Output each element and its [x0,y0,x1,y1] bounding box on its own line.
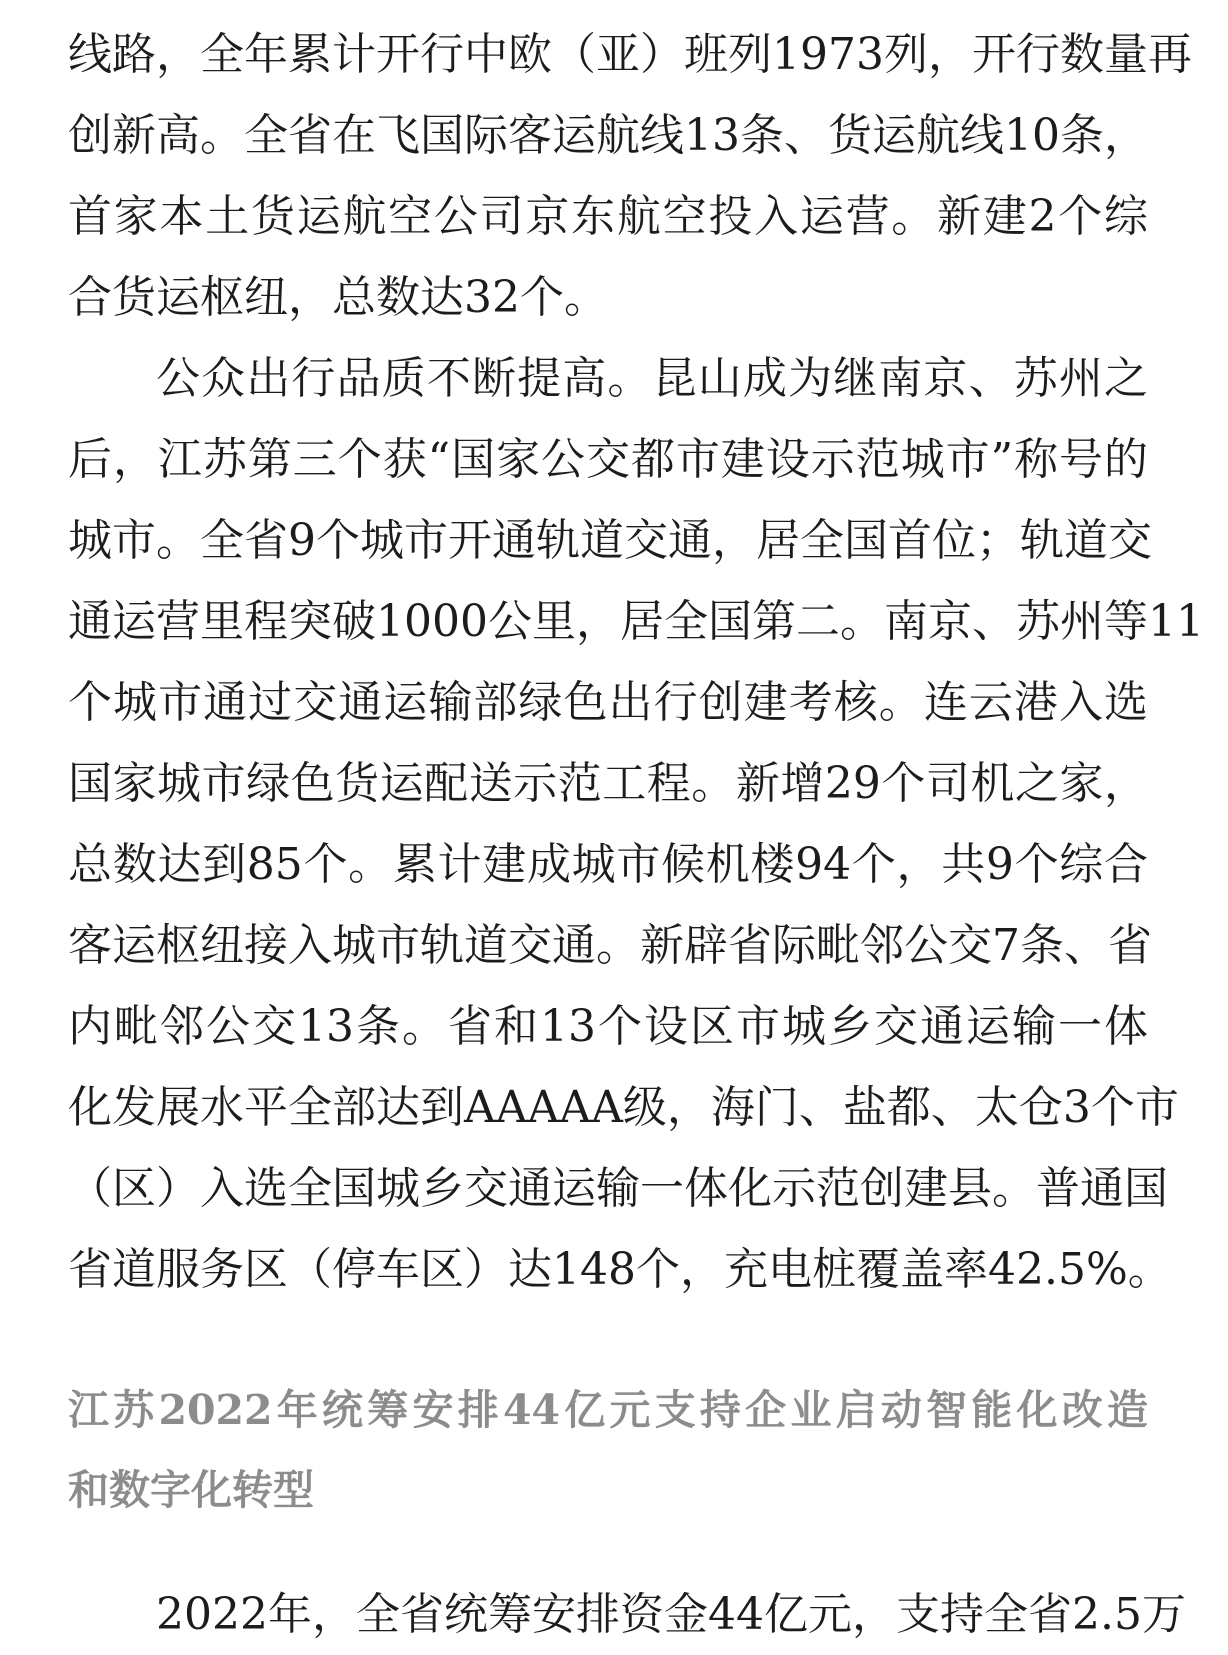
heading-line: 和数字化转型 [68,1466,314,1514]
text-line: （区）入选全国城乡交通运输一体化示范创建县。普通国 [68,1163,1168,1214]
text-line: 2022年，全省统筹安排资金44亿元，支持全省2.5万 [156,1589,1186,1640]
text-line: 总数达到85个。累计建成城市候机楼94个，共9个综合 [68,839,1148,890]
text-line: 线路，全年累计开行中欧（亚）班列1973列，开行数量再 [68,29,1192,80]
paragraph-public-travel [68,338,1204,1310]
text-line: 城市。全省9个城市开通轨道交通，居全国首位；轨道交 [68,515,1152,566]
heading-line: 江苏2022年统筹安排44亿元支持企业启动智能化改造 [68,1386,1148,1434]
text-line: 公众出行品质不断提高。昆山成为继南京、苏州之 [156,353,1148,404]
document-page [68,14,1204,1655]
paragraph-transport-hubs [68,14,1192,338]
text-line: 客运枢纽接入城市轨道交通。新辟省际毗邻公交7条、省 [68,920,1152,971]
text-line: 省道服务区（停车区）达148个，充电桩覆盖率42.5%。 [68,1244,1172,1295]
text-line: 内毗邻公交13条。省和13个设区市城乡交通运输一体 [68,1001,1148,1052]
text-line: 首家本土货运航空公司京东航空投入运营。新建2个综 [68,191,1148,242]
text-line: 国家城市绿色货运配送示范工程。新增29个司机之家， [68,758,1148,809]
text-line: 合货运枢纽，总数达32个。 [68,272,608,323]
text-line: 通运营里程突破1000公里，居全国第二。南京、苏州等11 [68,596,1204,647]
section-heading [68,1370,1148,1530]
text-line: 化发展水平全部达到AAAAA级，海门、盐都、太仓3个市 [68,1082,1179,1133]
text-line: 个城市通过交通运输部绿色出行创建考核。连云港入选 [68,677,1148,728]
text-line: 后，江苏第三个获“国家公交都市建设示范城市”称号的 [68,434,1148,485]
text-line: 创新高。全省在飞国际客运航线13条、货运航线10条， [68,110,1148,161]
paragraph-funding [68,1574,1186,1655]
